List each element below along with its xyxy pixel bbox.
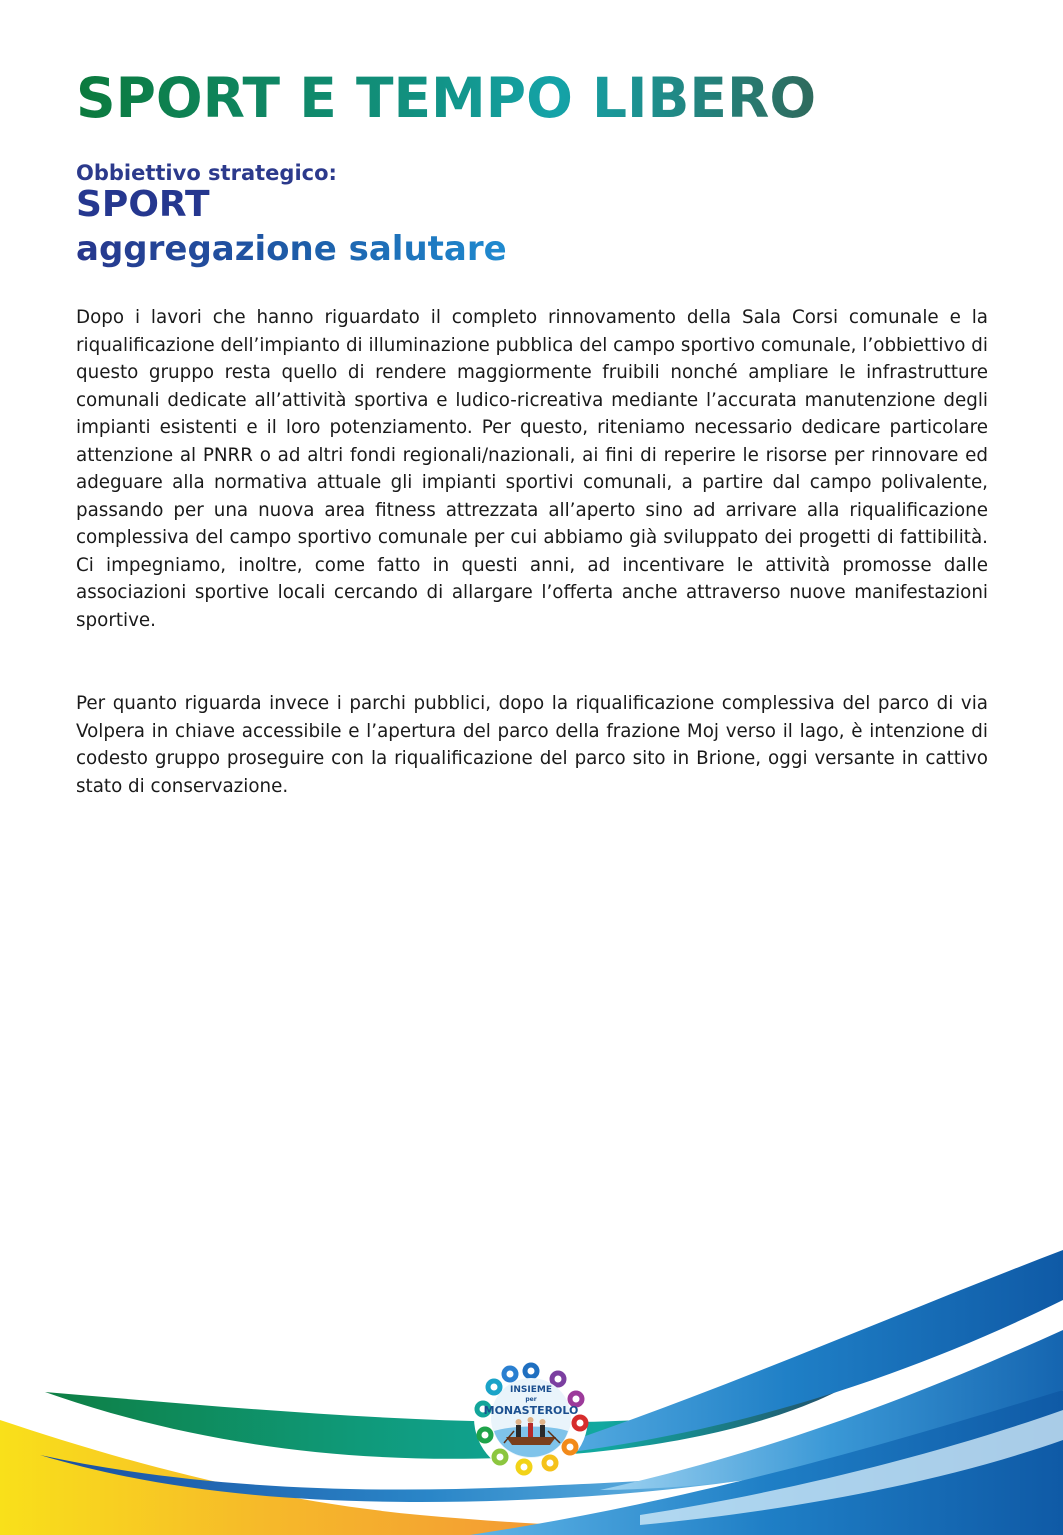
logo-text-line2: per bbox=[525, 1396, 537, 1403]
paragraph-public-parks: Per quanto riguarda invece i parchi pubblici, dopo la riqualificazione complessiva del parco di via Volpera in chiave accessibile e l’apertura del parco della frazione Moj verso il lago, è intenzione di codesto gruppo proseguire con la riqualificazione del parco sito in Brione, oggi versante in cattivo stato di conservazione. bbox=[76, 693, 988, 797]
paragraph-sport-facilities: Dopo i lavori che hanno riguardato il completo rinnovamento della Sala Corsi comunale e la riqualificazione dell’impianto di illuminazione pubblica del campo sportivo comunale, l’obbiettivo di questo gruppo resta quello di rendere maggiormente fruibili nonché ampliare le infrastrutture comunali dedicate all’attività sportiva e ludico-ricreativa mediante l’accurata manutenzione degli impianti esistenti e il loro potenziamento. Per questo, riteniamo necessario dedicare particolare attenzione al PNRR o ad altri fondi regionali/nazionali, ai fini di reperire le risorse per rinnovare ed adeguare alla normativa attuale gli impianti sportivi comunali, a partire dal campo polivalente, passando per una nuova area fitness attrezzata all’aperto sino ad arrivare alla riqualificazione complessiva del campo sportivo comunale per cui abbiamo già sviluppato dei progetti di fattibilità. Ci impegniamo, inoltre, come fatto in questi anni, ad incentivare le attività promosse dalle associazioni sportive locali cercando di allargare l’offerta anche attraverso nuove manifestazioni sportive. bbox=[76, 307, 988, 631]
page-title: SPORT E TEMPO LIBERO bbox=[76, 66, 817, 130]
objective-subtitle: aggregazione salutare bbox=[76, 229, 507, 269]
logo-text-line1: INSIEME bbox=[510, 1385, 552, 1395]
objective-title: SPORT bbox=[76, 184, 210, 225]
logo-text-line3: MONASTEROLO bbox=[483, 1404, 579, 1417]
objective-label: Obbiettivo strategico: bbox=[76, 161, 337, 185]
insieme-per-monasterolo-logo bbox=[472, 1359, 590, 1477]
